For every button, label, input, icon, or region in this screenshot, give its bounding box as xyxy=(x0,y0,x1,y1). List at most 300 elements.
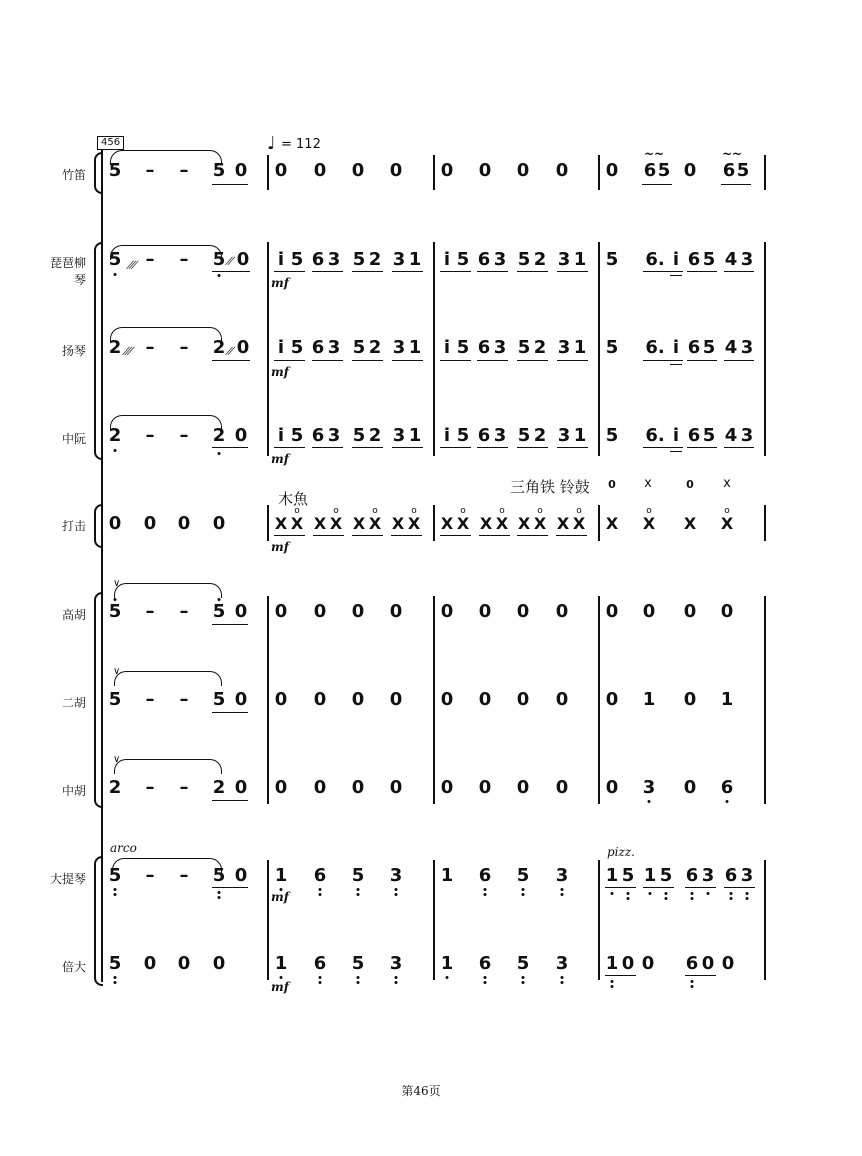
note: 5 xyxy=(456,249,470,270)
note: 5 xyxy=(108,249,122,270)
note: 6 xyxy=(643,160,657,181)
lower-octave-dot xyxy=(691,980,694,983)
lower-octave-dot xyxy=(611,892,614,895)
note: 6 xyxy=(477,337,491,358)
note: 5 xyxy=(516,865,530,886)
note: 0 xyxy=(440,160,454,181)
note: 0 xyxy=(212,513,226,534)
note: 2 xyxy=(212,337,226,358)
lower-octave-dot xyxy=(395,981,398,984)
tie xyxy=(110,150,222,165)
barline xyxy=(764,242,766,456)
barline xyxy=(598,596,600,804)
note: 5 xyxy=(108,953,122,974)
accent-circle-icon: o xyxy=(411,506,417,516)
note: 0 xyxy=(389,601,403,622)
note: 1 xyxy=(440,953,454,974)
note: X xyxy=(556,514,570,533)
note: – xyxy=(145,689,155,710)
lower-octave-dot xyxy=(357,981,360,984)
note: – xyxy=(179,865,189,886)
note: 5 xyxy=(517,249,531,270)
note: 0 xyxy=(274,160,288,181)
lower-octave-dot xyxy=(395,976,398,979)
note: 0 xyxy=(478,777,492,798)
note: 1 xyxy=(573,249,587,270)
lower-octave-dot xyxy=(319,888,322,891)
note: 0 xyxy=(351,777,365,798)
note: – xyxy=(179,249,189,270)
note: 3 xyxy=(327,337,341,358)
lower-octave-dot xyxy=(218,891,221,894)
note: 5 xyxy=(456,425,470,446)
note: 3 xyxy=(555,953,569,974)
note: X xyxy=(407,514,421,533)
rehearsal-mark: 456 xyxy=(97,136,124,150)
note: i xyxy=(443,425,451,446)
lower-octave-dot xyxy=(627,892,630,895)
underline xyxy=(557,271,588,272)
note: 0 xyxy=(440,601,454,622)
instrument-pipa: 琵琶柳琴 xyxy=(49,256,86,287)
note: 0 xyxy=(478,601,492,622)
note: 0 xyxy=(605,777,619,798)
note: 0 xyxy=(555,689,569,710)
tie xyxy=(110,327,222,342)
note: 5 xyxy=(108,689,122,710)
note: 0 xyxy=(143,953,157,974)
underline xyxy=(643,271,683,272)
lower-octave-dot xyxy=(561,976,564,979)
underline xyxy=(352,360,383,361)
note: 2 xyxy=(108,337,122,358)
note: X xyxy=(456,514,470,533)
lower-octave-dot xyxy=(218,896,221,899)
underline xyxy=(557,447,588,448)
underline xyxy=(605,975,636,976)
note: 0 xyxy=(143,513,157,534)
underline xyxy=(212,184,248,185)
underline xyxy=(477,447,508,448)
lower-octave-dot xyxy=(484,893,487,896)
note: 1 xyxy=(274,953,288,974)
instrument-erhu: 二胡 xyxy=(61,696,86,710)
lower-octave-dot xyxy=(114,981,117,984)
instrument-percussion: 打击 xyxy=(61,519,86,533)
note: 6 xyxy=(478,953,492,974)
note: 0 xyxy=(313,689,327,710)
note: 6 xyxy=(685,953,699,974)
note: X xyxy=(572,514,586,533)
lower-octave-dot xyxy=(446,976,449,979)
brace-percussion xyxy=(94,504,103,548)
underline xyxy=(212,800,248,801)
accent-circle-icon: o xyxy=(460,506,466,516)
note: 5 xyxy=(290,425,304,446)
note: i xyxy=(672,249,680,270)
note: 1 xyxy=(408,337,422,358)
underline xyxy=(312,447,343,448)
barline xyxy=(267,505,269,541)
note: 5 xyxy=(212,249,226,270)
note: 3 xyxy=(493,337,507,358)
lower-octave-dot xyxy=(484,981,487,984)
note: 0 xyxy=(440,689,454,710)
tie xyxy=(110,415,222,430)
note: 1 xyxy=(642,689,656,710)
underline xyxy=(212,360,250,361)
note: 0 xyxy=(721,953,735,974)
underline xyxy=(643,887,674,888)
note: 0 xyxy=(683,160,697,181)
accent-circle-icon: o xyxy=(333,506,339,516)
underline xyxy=(352,447,383,448)
triangle-bells-label: 三角铁 铃鼓 xyxy=(510,478,590,496)
accent-circle-icon: o xyxy=(646,506,652,516)
lower-octave-dot xyxy=(665,897,668,900)
dynamic-mf: mf xyxy=(271,980,289,994)
note: 0 xyxy=(351,689,365,710)
lower-octave-dot xyxy=(357,893,360,896)
lower-octave-dot xyxy=(280,976,283,979)
note: 0 xyxy=(234,160,248,181)
note: 0 xyxy=(605,160,619,181)
accent-circle-icon: o xyxy=(499,506,505,516)
lower-octave-dot xyxy=(691,985,694,988)
barline xyxy=(433,860,435,980)
underline xyxy=(721,184,751,185)
lower-octave-dot xyxy=(357,976,360,979)
note: 3 xyxy=(392,249,406,270)
note: 0 xyxy=(389,689,403,710)
accent-circle-icon: o xyxy=(576,506,582,516)
instrument-dizi: 竹笛 xyxy=(61,168,86,182)
lower-octave-dot xyxy=(561,888,564,891)
note: – xyxy=(179,337,189,358)
dynamic-mf: mf xyxy=(271,452,289,466)
note: 5 xyxy=(108,160,122,181)
lower-octave-dot xyxy=(730,897,733,900)
note: 0 xyxy=(516,777,530,798)
lower-octave-dot xyxy=(691,892,694,895)
tremolo-icon: // xyxy=(224,256,234,267)
underline xyxy=(479,535,510,536)
woodblock-label: 木魚 xyxy=(278,490,309,508)
note: 5 xyxy=(352,337,366,358)
barline xyxy=(267,242,269,456)
barline xyxy=(433,505,435,541)
underline xyxy=(643,360,683,361)
tempo-text: = 112 xyxy=(281,137,321,152)
instrument-zhonghu: 中胡 xyxy=(61,784,86,798)
note: 0 xyxy=(516,689,530,710)
note: 6 xyxy=(311,249,325,270)
accent-circle-icon: o xyxy=(537,506,543,516)
note: 5 xyxy=(621,865,635,886)
arco-marking: arco xyxy=(110,841,137,855)
note: 6 xyxy=(478,865,492,886)
note: 1 xyxy=(605,865,619,886)
tremolo-icon: // xyxy=(224,346,234,357)
underline xyxy=(212,712,248,713)
perc-top-note: x xyxy=(644,476,652,491)
tremolo-icon: /// xyxy=(125,260,138,271)
note: i xyxy=(277,425,285,446)
note: X xyxy=(274,514,288,533)
instrument-gaohu: 高胡 xyxy=(61,608,86,622)
note: 5 xyxy=(108,601,122,622)
underline xyxy=(724,447,754,448)
perc-top-note: 0 xyxy=(608,478,616,491)
note: 5 xyxy=(212,160,226,181)
note: – xyxy=(179,160,189,181)
underline xyxy=(517,535,548,536)
lower-octave-dot xyxy=(746,892,749,895)
instrument-zhongruan: 中阮 xyxy=(61,432,86,446)
note: 1 xyxy=(573,337,587,358)
note: 0 xyxy=(212,953,226,974)
lower-octave-dot xyxy=(319,893,322,896)
tempo-note-icon: ♩ xyxy=(267,133,276,154)
note: – xyxy=(179,689,189,710)
underline xyxy=(212,887,248,888)
lower-octave-dot xyxy=(395,893,398,896)
instrument-yangqin: 扬琴 xyxy=(61,344,86,358)
underline xyxy=(670,364,682,365)
underline xyxy=(392,447,423,448)
note: 6 xyxy=(687,249,701,270)
brace-dizi xyxy=(94,152,103,194)
note: – xyxy=(179,777,189,798)
underline xyxy=(274,271,305,272)
note: 3 xyxy=(493,425,507,446)
note: X xyxy=(642,514,656,533)
underline xyxy=(212,447,248,448)
underline xyxy=(440,447,471,448)
note: X xyxy=(720,514,734,533)
note: 3 xyxy=(389,953,403,974)
underline xyxy=(274,360,305,361)
underline xyxy=(642,184,672,185)
note: 6. xyxy=(645,425,665,446)
note: 1 xyxy=(274,865,288,886)
note: X xyxy=(479,514,493,533)
lower-octave-dot xyxy=(522,981,525,984)
note: 3 xyxy=(389,865,403,886)
note: 1 xyxy=(408,249,422,270)
note: 5 xyxy=(351,953,365,974)
note: 0 xyxy=(605,689,619,710)
tie xyxy=(110,245,222,260)
lower-octave-dot xyxy=(484,976,487,979)
underline xyxy=(724,887,755,888)
note: X xyxy=(329,514,343,533)
lower-octave-dot xyxy=(691,897,694,900)
lower-octave-dot xyxy=(114,893,117,896)
note: 5 xyxy=(290,337,304,358)
note: 3 xyxy=(327,425,341,446)
note: 0 xyxy=(516,601,530,622)
note: X xyxy=(683,514,697,533)
lower-octave-dot xyxy=(627,897,630,900)
underline xyxy=(440,360,471,361)
note: i xyxy=(443,249,451,270)
note: 5 xyxy=(517,337,531,358)
note: 2 xyxy=(212,777,226,798)
note: 2 xyxy=(212,425,226,446)
note: 6 xyxy=(720,777,734,798)
note: 0 xyxy=(555,601,569,622)
note: X xyxy=(533,514,547,533)
note: 1 xyxy=(408,425,422,446)
underline xyxy=(724,271,754,272)
note: 1 xyxy=(440,865,454,886)
breath-mark-icon: ∨ xyxy=(113,666,121,677)
note: 4 xyxy=(724,249,738,270)
note: 2 xyxy=(368,249,382,270)
dynamic-mf: mf xyxy=(271,540,289,554)
note: 0 xyxy=(236,337,250,358)
note: 0 xyxy=(641,953,655,974)
note: 5 xyxy=(212,601,226,622)
note: 2 xyxy=(533,337,547,358)
note: 5 xyxy=(108,865,122,886)
barline xyxy=(764,596,766,804)
note: 5 xyxy=(702,249,716,270)
note: 6 xyxy=(687,425,701,446)
note: 6 xyxy=(722,160,736,181)
instrument-bass: 倍大 xyxy=(61,960,86,974)
barline xyxy=(598,242,600,456)
note: 5 xyxy=(456,337,470,358)
barline xyxy=(267,860,269,980)
note: 6 xyxy=(685,865,699,886)
underline xyxy=(687,360,717,361)
note: 6 xyxy=(311,337,325,358)
note: i xyxy=(277,337,285,358)
underline xyxy=(312,271,343,272)
note: 5 xyxy=(736,160,750,181)
note: – xyxy=(179,601,189,622)
note: 0 xyxy=(234,689,248,710)
note: 1 xyxy=(720,689,734,710)
note: 0 xyxy=(234,425,248,446)
underline xyxy=(352,535,383,536)
note: 0 xyxy=(234,777,248,798)
note: 6 xyxy=(477,249,491,270)
lower-octave-dot xyxy=(114,888,117,891)
note: 5 xyxy=(659,865,673,886)
note: 5 xyxy=(290,249,304,270)
underline xyxy=(556,535,587,536)
note: 5 xyxy=(351,865,365,886)
underline xyxy=(670,451,682,452)
note: 6 xyxy=(313,865,327,886)
underline xyxy=(352,271,383,272)
underline xyxy=(477,360,508,361)
underline xyxy=(670,275,682,276)
lower-octave-dot xyxy=(649,892,652,895)
note: 0 xyxy=(683,689,697,710)
barline xyxy=(433,155,435,190)
note: – xyxy=(145,425,155,446)
note: 0 xyxy=(234,601,248,622)
note: – xyxy=(145,865,155,886)
note: 3 xyxy=(557,425,571,446)
barline xyxy=(764,860,766,980)
note: 3 xyxy=(555,865,569,886)
note: i xyxy=(672,337,680,358)
trill-icon: ~~ xyxy=(644,147,665,161)
note: X xyxy=(352,514,366,533)
underline xyxy=(212,624,248,625)
note: 5 xyxy=(605,425,619,446)
note: 3 xyxy=(327,249,341,270)
brace-bowed xyxy=(94,592,103,808)
note: X xyxy=(440,514,454,533)
underline xyxy=(440,271,471,272)
note: X xyxy=(368,514,382,533)
upper-octave-dot xyxy=(114,598,117,601)
lower-octave-dot xyxy=(114,273,117,276)
note: 6 xyxy=(313,953,327,974)
underline xyxy=(687,447,717,448)
note: 0 xyxy=(621,953,635,974)
underline xyxy=(643,447,683,448)
note: 4 xyxy=(724,425,738,446)
note: X xyxy=(605,514,619,533)
barline xyxy=(433,596,435,804)
underline xyxy=(517,360,548,361)
note: – xyxy=(145,160,155,181)
lower-octave-dot xyxy=(114,449,117,452)
note: 6. xyxy=(645,337,665,358)
note: X xyxy=(495,514,509,533)
note: i xyxy=(277,249,285,270)
note: i xyxy=(672,425,680,446)
underline xyxy=(687,271,717,272)
note: 1 xyxy=(573,425,587,446)
note: 3 xyxy=(557,249,571,270)
lower-octave-dot xyxy=(648,800,651,803)
note: – xyxy=(179,425,189,446)
tremolo-icon: /// xyxy=(121,346,134,357)
note: 3 xyxy=(392,425,406,446)
dynamic-mf: mf xyxy=(271,890,289,904)
pizz-marking: pizz. xyxy=(607,845,635,859)
underline xyxy=(391,535,422,536)
note: 5 xyxy=(657,160,671,181)
note: 1 xyxy=(605,953,619,974)
barline xyxy=(267,596,269,804)
lower-octave-dot xyxy=(726,800,729,803)
note: 0 xyxy=(605,601,619,622)
note: 0 xyxy=(274,777,288,798)
note: 2 xyxy=(368,337,382,358)
upper-octave-dot xyxy=(218,598,221,601)
note: 0 xyxy=(720,601,734,622)
note: X xyxy=(290,514,304,533)
note: 6 xyxy=(311,425,325,446)
breath-mark-icon: ∨ xyxy=(113,578,121,589)
tie xyxy=(112,858,222,873)
note: 2 xyxy=(533,425,547,446)
note: 5 xyxy=(517,425,531,446)
note: 3 xyxy=(740,865,754,886)
note: 4 xyxy=(724,337,738,358)
note: X xyxy=(313,514,327,533)
underline xyxy=(517,271,548,272)
